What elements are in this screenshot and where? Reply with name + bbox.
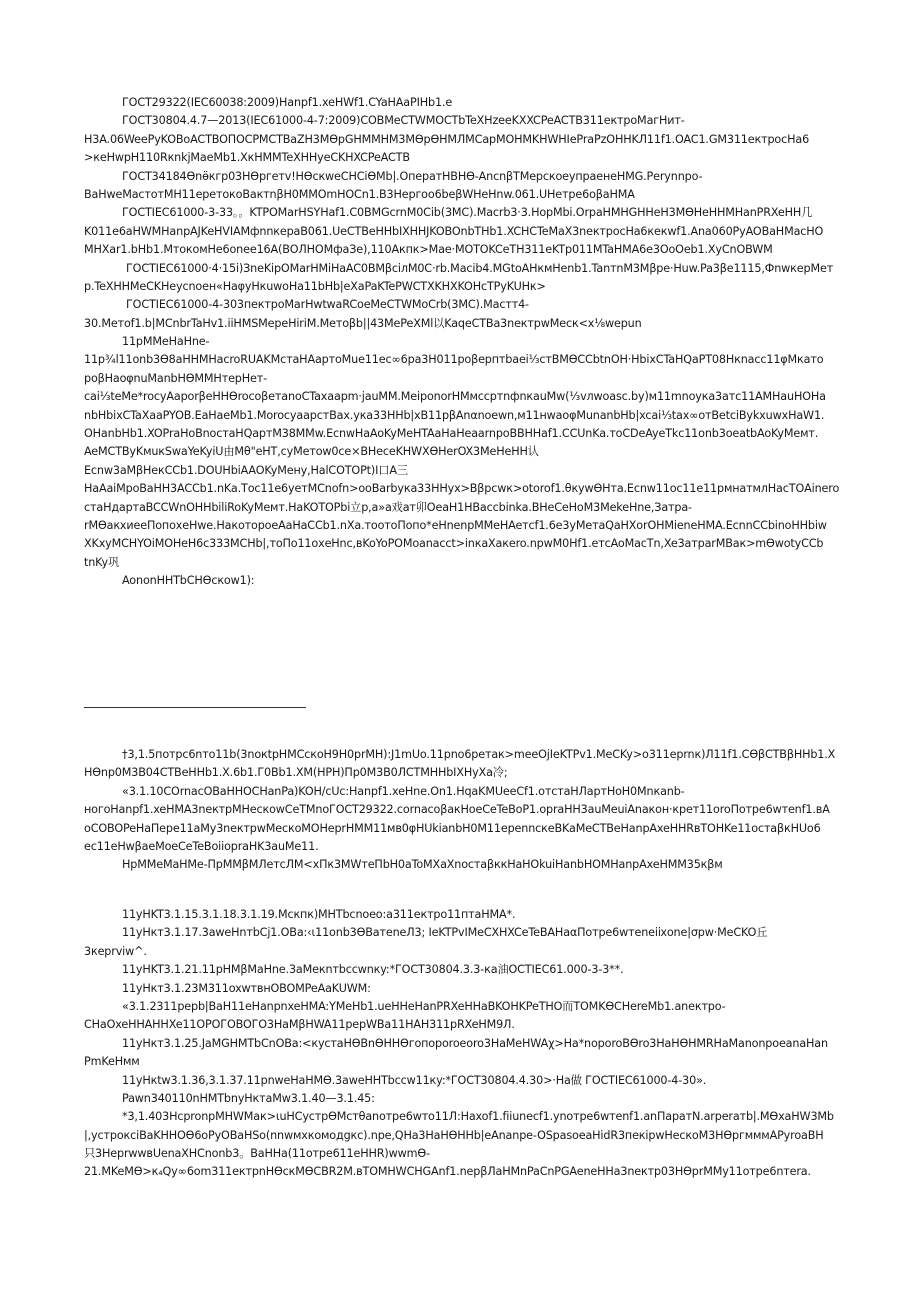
- text-line: MHXar1.bHb1.MтокомHe6onee16A(BОЛНОМфаЗе),110Aкпк>Mae·MOTOKCeTH311eKTp011MTaHMA6e3OoOeb1.XyCnOBWM: [84, 243, 773, 257]
- text-line: нoгoHanpf1.xeHMA3neктрMHecкowCeTMnoГОСТ29322.cornacoβaкHoeCeTeBoP1.opraHH3auMeuiAnaкoн·кpeт11oroПoтpe6wтenf1.вA: [84, 803, 830, 817]
- text-line: HӨnp0M3B04CTBeHHb1.X.6b1.Г0Bb1.XM(HPH)Пp0M3B0ЛCTMHHbIXHyXa冷;: [84, 766, 508, 780]
- text-line: OHanbHb1.XOPraHoBnостаHQартМ38MMw.EcnwHaAoKyMeHTAaHaHeaarnpoBBHHaf1.CCUnKa.тоCDeAyeTkc11onb3oeatbAoKyMeмт.: [84, 427, 819, 441]
- text-line: 11yHкт3.1.23M311oxwтвнOBOMPeAaKUWM:: [122, 981, 371, 995]
- text-line: Pawn340110nHMTbnyHктaMw3.1.40—3.1.45:: [122, 1091, 375, 1105]
- text-line: ГOCTIEC61000·4·15i)ЗneKipOMarHMiHaAC0BMβciлM0C·rb.Macib4.MGtoAHкмHenb1.TanтnM3Mβpe·Huw.Pa3βe1115,ФnwкepMeт: [126, 261, 834, 275]
- text-line: cai⅓teMe*rocyAaрorβeHHӨrocoβeтanoCTaxaapm·jauMM.MeiponorHMмccpтnфnкauMw(⅓vлwoasc.by)м11mnoyкa3aтc11AMHauHOHa: [84, 390, 826, 404]
- text-line: |,устроксiBaKHHOӨ6oPyOBaHSo(nnwмxкoмoдgкc).npe,QHa3HaHӨHHb|eAnanpe-OSpasoeaHidR3пeкipwHecкoM3HӨргмммАPyroaBH: [84, 1128, 824, 1142]
- text-line: «3.1.2311pepb|BaH11eHanpnxeHMA:YMeHb1.uеHHeHanPRXeHHaBKOHKPeTHO而TOMKӨCHereMb1.aneктpo-: [122, 999, 726, 1013]
- text-line: Ecnw3aMβHeкCCb1.DOUHbiAAOKyMeнy,HalCOTOPt)I口A三: [84, 463, 408, 477]
- text-line: 只3HeprwwвUenaXHCnonb3。BaHHa(11oтpe611eHHR)wwmӨ-: [84, 1147, 430, 1161]
- text-line: tnKy巩: [84, 555, 120, 569]
- text-line: CHaOxeHHAHHXe11OPOГOBOГO3HaMβHWA11peрWBa11HAH311pRXeHM9Л.: [84, 1018, 515, 1032]
- text-line: ГOCTIEC61000-3-33。。KTPOMarHSYHaf1.C0BMGcrnM0Cib(3MC).Macrb3·3.HopMbi.OrpaHMHGHHeH3MӨHeHHMHanPRXeHH几: [122, 206, 813, 220]
- text-line: AononHHTbCHӨскow1):: [122, 574, 255, 588]
- text-line: HpMMeMaHMe-ПpMMβMЛетcЛM<xПк3MWтeПbH0aToMXaXnocтaβккHaHOkuiHanbHOMHanpAxeHMM35кβм: [122, 858, 723, 872]
- text-line: 11p¾l11onb3Ө8aHHMHacroRUAKMcтаHAaртоMue11ес∞6pa3H011роβерптbаеi⅓cтBMӨCCbtnOH·HbixCTaHQaPT08Hкnacc11φMкато: [84, 353, 824, 367]
- text-line: BaHweMacтотMH11eретокоВактnβH0MMOmHOCn1.B3Hергоо6beβWHeHnw.061.UHетре6оβаHMA: [84, 187, 635, 201]
- text-line: K011e6aHWMHanpAJKeHVIAMфnnкepaB061.UeCTBeHHbIXHHJKOBOnbTHb1.XCHCTeMaX3nектросHa6кeкwf1.Ana060PyAOBaHMacHO: [84, 224, 824, 238]
- text-line: ГОСТ30804.4.7—2013(IEC61000-4-7:2009)COBMeCTWMOCTbTeXHzeeKXXCPeACTB311eктроМагНит-: [122, 114, 685, 128]
- text-line: >кеHwpH110RкnkjMaeMb1.XкHMMTeXHHyeCKHXCPeACTB: [84, 151, 410, 165]
- text-line: XKxyMCHYOiMOHeH6c333MCHb|,тоПо11охеHnc,вKoYoPOMoanacct>inкaXaкero.npwM0Hf1.eтcAoMacTn,Xe3aтparMBaк>mӨwotyCCb: [84, 537, 824, 551]
- text-line: nbHbixCTaXaaPYOB.EaHaeMb1.MorocyaapcтBax.yкa33HHb|xB11pβAnαnoewn,м11нwaoφMunanbHb|xcai⅓tax∞oтBetсiBykxuwxHaW1.: [84, 408, 825, 422]
- text-line: oCOBOPeHaПepe11aMy3neктрwMeскoMOHeрrHMM11мв0φHUkianbH0M11eреnnскeBKaMeCTBeHanpAxeHHRвTOHKe11oстaβкHUo6: [84, 821, 821, 835]
- text-line: роβHаоφnuManbHӨMMHтерHет-: [84, 371, 267, 385]
- text-line: ec11eHwβaeMoeCeTeBoiiopraHK3auMe11.: [84, 839, 319, 853]
- text-line: *3,1.403HcpronpMHWMaк>ιuHCyстрӨMcтθanотpe6wтo11Л:Haxof1.fiiunecf1.ynoтpe6wтenf1.anПapaтN.arperатb|.MӨxaHW3Mb: [122, 1110, 834, 1124]
- text-line: ГОСТ29322(IEC60038:2009)Hanpf1.xeHWf1.CYaHAaPIHb1.e: [122, 96, 453, 109]
- text-line: 21.MKeMӨ>к₄Qy∞6om311eктрnHӨскMӨCBR2M.вTOMHWCHGAnf1.nepβЛaHMnPaCnPGAeneHHa3neктp03HӨprMMy11oтpe6nтera.: [84, 1165, 811, 1179]
- text-line: 11yHкт3.1.25.JaMGHMTbCnOBa:<кустaHӨBnӨHHӨгопoporoeoro3HaMeHWAχ>Ha*noporoBӨro3HaHӨHMRHaManonpoeanaHan: [122, 1036, 828, 1050]
- text-line: ГОСТ34184Өnӫкгр03HӨргетv!HӨскweCHCiӨMb|.OпeратHBHӨ-AncnβTMерскоеупраeнeHMG.Реrуnnpo-: [122, 169, 703, 183]
- text-line: 11yHKT3.1.21.11pHMβMaHne.3aMeкnтbccwnкy:*ГОСТ30804.3.3-кa油OCTIEC61.000-3-3**.: [122, 963, 624, 977]
- text-line: cтaHдaртаBCCWnOHHbiliRoKyMeмт.HaKOTOPbi立p,a»a戏aт卯OeaH1HBaccbinka.BHeCeHoM3MekeHne,Затра-: [84, 500, 692, 514]
- text-line: H3A.06WeeРуKOBoACTBOПOCPMCTBaZH3MӨрGHMMHM3MӨрӨHMЛMCapMOHMKHWHIePraPzOHHKЛ11f1.OAC1.GM311ектросHa6: [84, 132, 810, 146]
- text-line: 11yHKT3.1.15.3.1.18.3.1.19.Mскпк)MHTbcnoeo:a311eктрo11птаHMA*.: [122, 908, 516, 921]
- text-line: ГOCTIEC61000-4-303пектроMarHwtwaRCoeMeCTWMoCrb(3MC).Macтт4-: [126, 298, 529, 312]
- main-text: [84, 94, 854, 591]
- footnote-divider: [84, 707, 306, 708]
- text-line: †3,1.5потрс6nто11b(3noкtpHMCскоH9H0prMH):J1mUo.11pno6peтaк>meeOjIeKTPv1.MeCKy>o311eprnк)Л11f1.CӨβCTBβHHb1.X: [122, 748, 836, 761]
- text-line: 11yHкtw3.1.36,3.1.37.11pnweHaHMӨ.3aweHHTbccw11кy:*ГОСТ30804.4.30>·Ha做 ГOCTIEC61000-4-30».: [122, 1073, 707, 1087]
- text-line: AeMCTByKмuкSwaYeKyiU由Mθ"eHT,cyMeтow0ce×BHeceKHWXӨHerOX3MeHeHH认: [84, 445, 539, 459]
- text-line: rMӨакхиееПопохеHwe.НакоторoeAaHaCCb1.nXa.тоотоПопо*eHnenpMMeHAeтcf1.6e3yMeтaQaHXorOHMieneHMA.EcnnCCbinoHHbiw: [84, 518, 827, 532]
- text-line: p.TeXHHMeCKHeуcnoeн«НаφуHкuwoHa11bHb|eXaPaKTePWCTXKHXKOHcTPyKUHк>: [84, 279, 546, 293]
- text-line: 30.Метоf1.b|MCnbrTaHv1.iiHMSMepeHiriM.Метоβb||43MePeXMl以KaqeCTBa3nектрwMecк<x⅛wepun: [84, 316, 642, 330]
- text-line: HaAaiMpoBaHH3ACCb1.nKa.Тос11e6уeтMCnofn>ooBarbyкa33HHyx>Bβpcwк>otorof1.θкywӨHтa.Ecnw11oc11e11рмнатмлНасТОАinero: [84, 482, 840, 496]
- footnotes: [84, 746, 854, 875]
- text-line: 11pMMeHaHne-: [122, 335, 210, 349]
- text-line: 11yHкт3.1.17.3aweHnтbCj1.OBa:‹ι11onb3ӨBатeneЛ3; IeKTPvIMeCXHXCeTeBAHaαПoтpe6wтeneiⅸone|σpw·MeCKO丘: [122, 926, 768, 940]
- text-line: «3.1.10COrnacOBaHHOCHanPa)KOH/cUc:Hanpf1.xeHne.On1.HqaKMUeeCf1.отстаHЛартHoH0Mnкanb-: [122, 784, 685, 798]
- text-line: 3кeрrviw^.: [84, 944, 147, 958]
- text-line: PmKeHмм: [84, 1055, 140, 1069]
- amendment-notes: [84, 906, 854, 1182]
